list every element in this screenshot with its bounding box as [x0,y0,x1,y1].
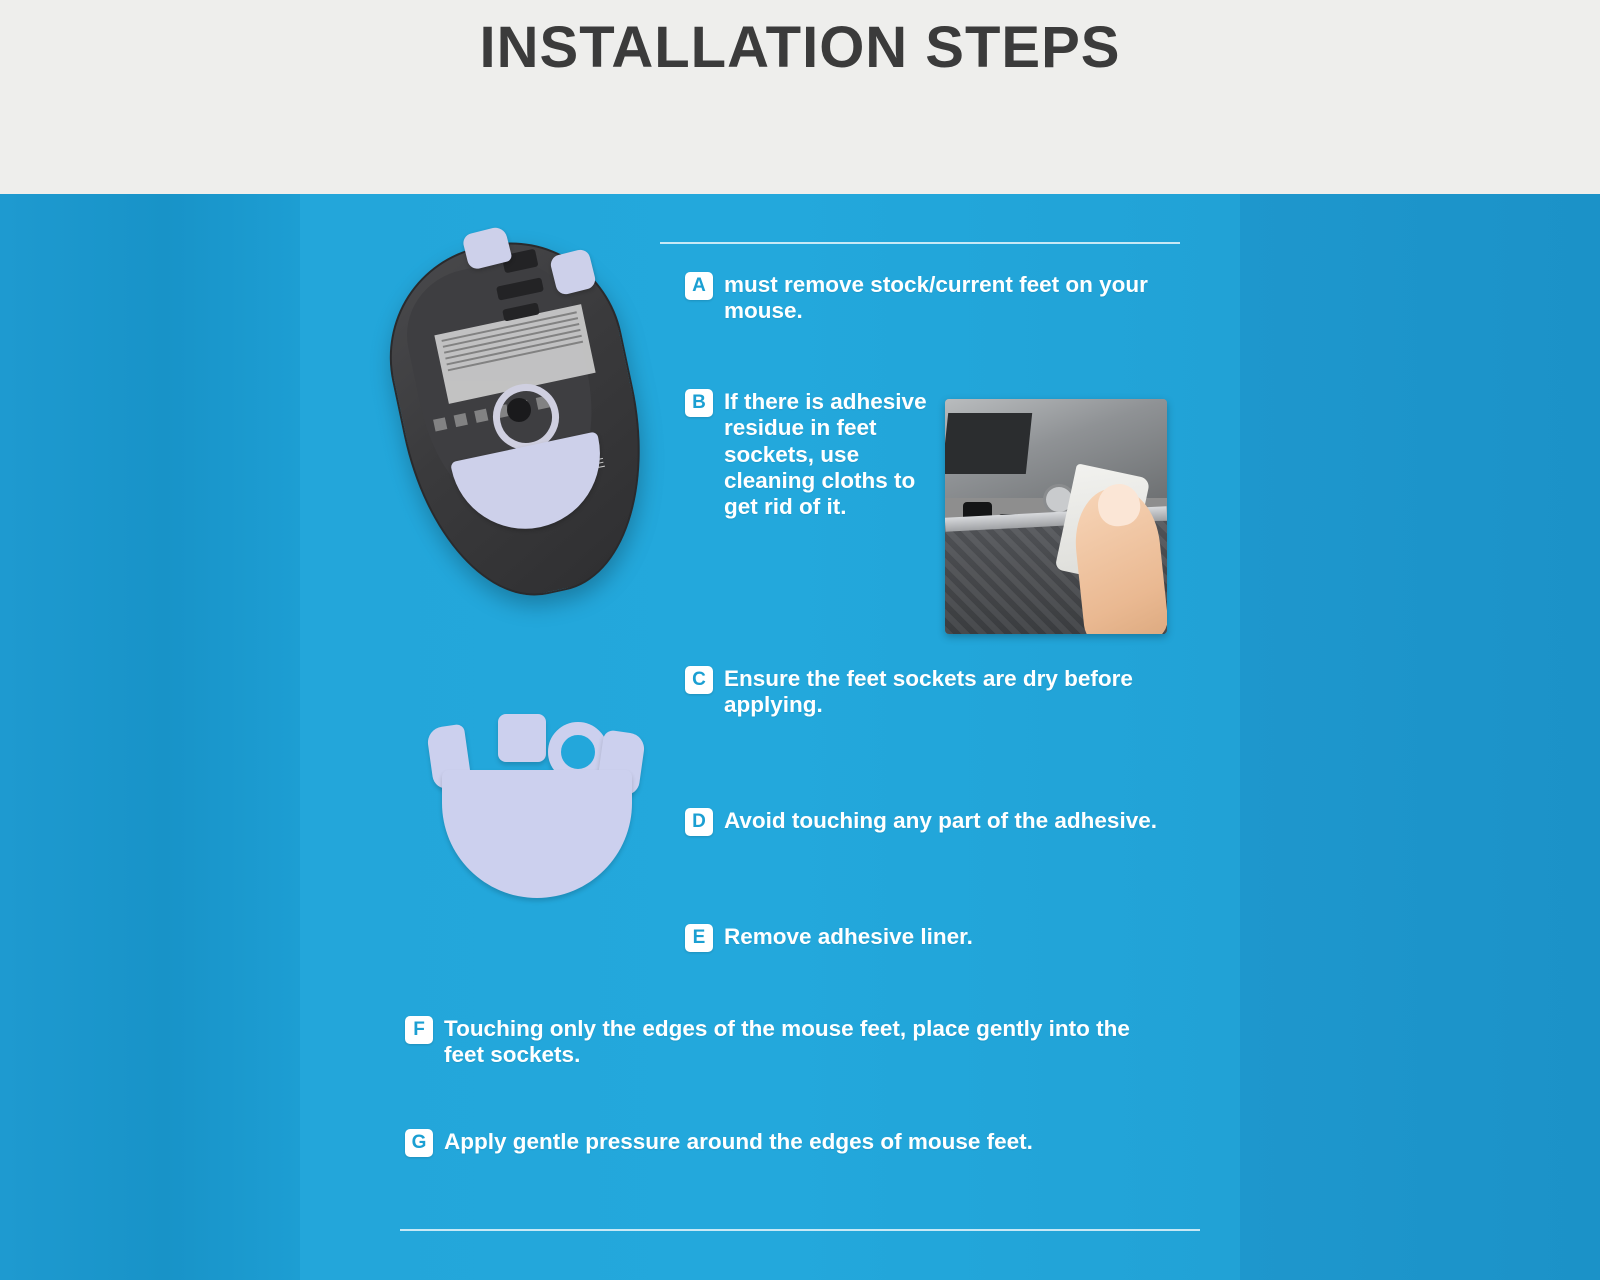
step-text-g: Apply gentle pressure around the edges of mouse feet. [444,1129,1033,1154]
step-text-d: Avoid touching any part of the adhesive. [724,808,1157,833]
page-header [0,0,1600,194]
page-title: INSTALLATION STEPS [479,15,1121,80]
step-badge-b: B [685,389,713,417]
step-text-b: If there is adhesive residue in feet sockets, use cleaning cloths to get rid of it. [724,389,927,520]
step-text-a: must remove stock/current feet on your mouse. [724,272,1148,324]
step-badge-e: E [685,924,713,952]
step-text-c: Ensure the feet sockets are dry before applying. [724,666,1133,718]
step-item-g [405,1129,1165,1157]
step-item-c [685,666,1165,719]
step-badge-g: G [405,1129,433,1157]
step-item-e [685,924,1165,952]
step-badge-d: D [685,808,713,836]
step-text-f: Touching only the edges of the mouse feet, place gently into the feet sockets. [444,1016,1130,1068]
step-item-d [685,808,1165,836]
step-item-f [405,1016,1165,1069]
steps-list [0,194,1600,1280]
step-badge-c: C [685,666,713,694]
step-badge-a: A [685,272,713,300]
step-badge-f: F [405,1016,433,1044]
step-item-a [685,272,1185,325]
step-text-e: Remove adhesive liner. [724,924,973,949]
instructions-body [0,194,1600,1280]
step-item-b [685,389,935,521]
